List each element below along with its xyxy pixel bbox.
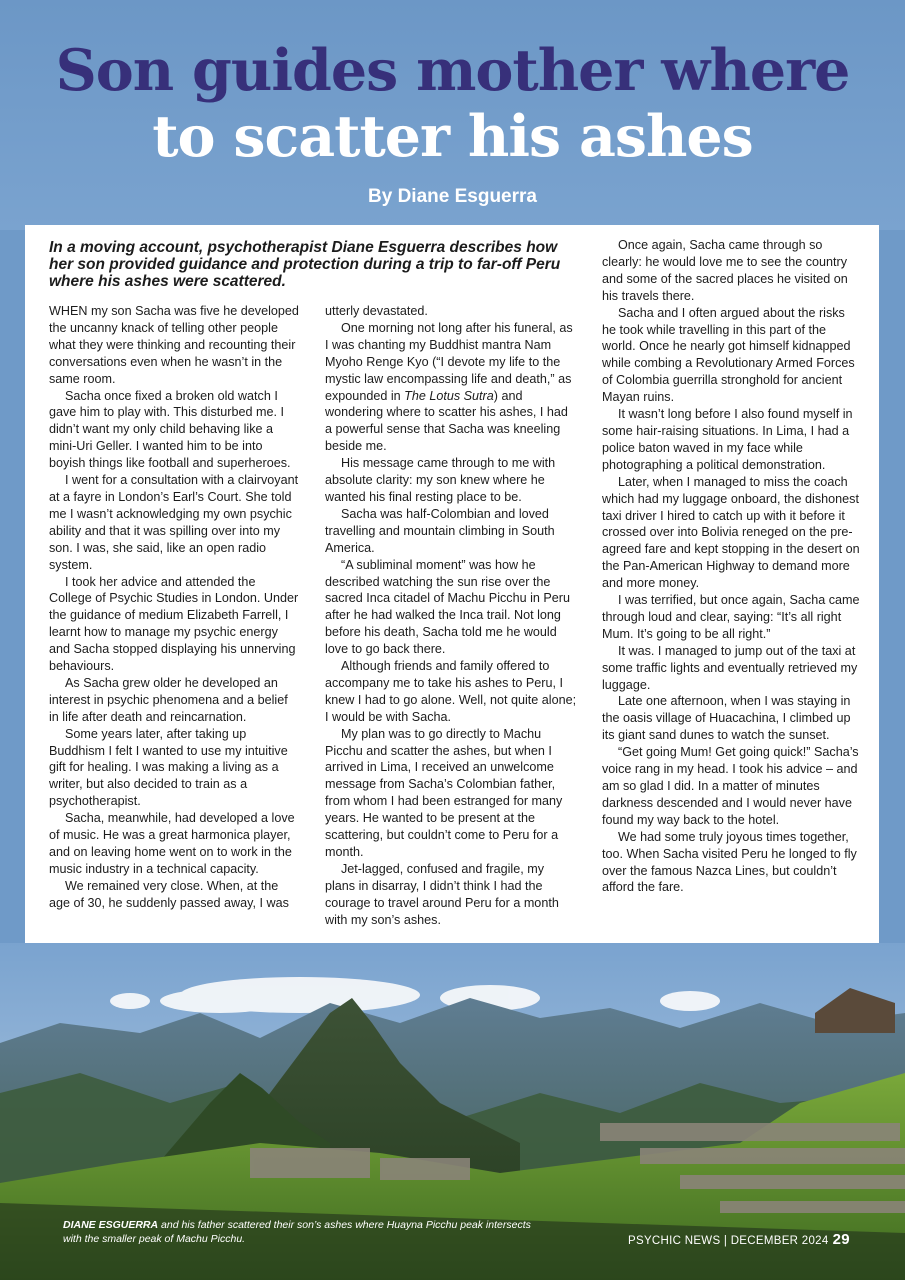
paragraph: My plan was to go directly to Machu Picchu and scatter the ashes, but when I arrived in Lima, I received an unwelcome message from Sacha’s Colombian father, from whom I had been estranged for many years. He wanted to be present at the scattering, but couldn’t come to Peru for a month. xyxy=(325,726,563,859)
footer-separator: | xyxy=(720,1235,731,1247)
book-title: The Lotus Sutra xyxy=(404,388,494,403)
paragraph: Later, when I managed to miss the coach which had my luggage onboard, the dishonest taxi driver I hired to catch up with it before it crossed over into Bolivia reneged on the pre-agreed fare and kept stopping in the desert on the Pan-American Highway to demand more and more money. xyxy=(602,474,860,591)
paragraph: Sacha once fixed a broken old watch I gave him to play with. This disturbed me. I didn’t want my only child behaving like a mini-Uri Geller. I wanted him to be into boyish things like football and superheroes. xyxy=(49,388,291,471)
headline-line-1: Son guides mother where xyxy=(55,37,850,104)
publication-name: PSYCHIC NEWS xyxy=(628,1235,721,1247)
article-panel xyxy=(25,225,879,943)
paragraph: I went for a consultation with a clairvoyant at a fayre in London’s Earl’s Court. She told me I wasn’t acknowledging my own psychic ability and that it was spilling over into my son. I was, she said, like an open radio system. xyxy=(49,473,299,572)
paragraph: “Get going Mum! Get going quick!” Sacha’s voice rang in my head. I took his advice – and am so glad I did. In a matter of minutes darkness descended and I would never have found my way back to the hotel. xyxy=(602,745,859,827)
paragraph: Once again, Sacha came through so clearly: he would love me to see the country and some of the sacred places he visited on his travels there. xyxy=(602,238,848,303)
paragraph-funeral xyxy=(325,320,577,455)
caption-name: DIANE ESGUERRA xyxy=(63,1219,159,1231)
byline: By Diane Esguerra xyxy=(368,186,537,207)
paragraph: We remained very close. When, at the age of 30, he suddenly passed away, I was xyxy=(49,878,289,910)
text-run: ) and wondering where to scatter his ashes, I had a powerful sense that Sacha was kneeling beside me. xyxy=(325,388,568,454)
paragraph: Jet-lagged, confused and fragile, my plans in disarray, I didn’t think I had the courage to travel around Peru for a month with my son’s ashes. xyxy=(325,861,559,927)
page-number: 29 xyxy=(832,1231,850,1248)
photo-caption xyxy=(63,1218,533,1246)
paragraph: We had some truly joyous times together, too. When Sacha visited Peru he longed to fly over the famous Nazca Lines, but couldn’t afford the fare. xyxy=(602,829,857,895)
paragraph: “A subliminal moment” was how he described watching the sun rise over the sacred Inca citadel of Machu Picchu in Peru after he had walked the Inca trail. Not long before his death, Sacha told me he would love to go back there. xyxy=(325,557,571,657)
paragraph: It was. I managed to jump out of the taxi at some traffic lights and eventually retrieved my luggage. xyxy=(602,643,858,692)
paragraph: Late one afternoon, when I was staying in the oasis village of Huacachina, I climbed up its giant sand dunes to watch the sunset. xyxy=(602,694,851,743)
paragraph: Sacha was half-Colombian and loved travelling and mountain climbing in South America. xyxy=(325,506,555,555)
paragraph: Although friends and family offered to accompany me to take his ashes to Peru, I knew I had to go alone. Well, not quite alone; I would be with Sacha. xyxy=(325,659,577,724)
standfirst: In a moving account, psychotherapist Diane Esguerra describes how her son provided guidance and protection during a trip to far-off Peru where his ashes were scattered. xyxy=(49,239,561,290)
header-band xyxy=(0,0,905,230)
paragraph: Some years later, after taking up Buddhism I felt I wanted to use my intuitive gift for healing. I was making a living as a writer, but also decided to train as a psychotherapist. xyxy=(49,726,288,809)
paragraph: Sacha and I often argued about the risks he took while travelling in this part of the world. Once he nearly got himself kidnapped while combing a Revolutionary Armed Forces of Colombia guerrilla stronghold for ancient Mayan ruins. xyxy=(602,305,855,405)
paragraph: As Sacha grew older he developed an interest in psychic phenomena and a belief in life after death and reincarnation. xyxy=(49,675,288,724)
paragraph: His message came through to me with absolute clarity: my son knew where he wanted his final resting place to be. xyxy=(325,456,556,504)
paragraph: WHEN my son Sacha was five he developed the uncanny knack of telling other people what they were thinking and recounting their conversations even when he wasn’t in the same room. xyxy=(49,304,299,386)
column-1 xyxy=(49,303,301,912)
column-3 xyxy=(602,237,860,896)
paragraph: It wasn’t long before I also found myself in some hair-raising situations. In Lima, I had a police baton waved in my face while photographing a political demonstration. xyxy=(602,407,853,472)
paragraph: I was terrified, but once again, Sacha came through loud and clear, saying: “It’s all right Mum. It’s going to be all right.” xyxy=(602,593,860,641)
caption-text: and his father scattered their son’s ashes where Huayna Picchu peak intersects with the smaller peak of Machu Picchu. xyxy=(63,1219,531,1245)
paragraph: I took her advice and attended the College of Psychic Studies in London. Under the guidance of medium Elizabeth Farrell, I learnt how to manage my psychic energy and Sacha stopped displaying his unnerving behaviours. xyxy=(49,574,299,674)
headline-line-2: to scatter his ashes xyxy=(152,103,753,170)
page-footer xyxy=(628,1231,850,1248)
paragraph: Sacha, meanwhile, had developed a love of music. He was a great harmonica player, and on leaving home went on to work in the music industry in a technical capacity. xyxy=(49,811,295,876)
column-2 xyxy=(325,303,577,929)
headline xyxy=(0,38,905,170)
issue-date: DECEMBER 2024 xyxy=(730,1235,829,1247)
paragraph: utterly devastated. xyxy=(325,304,428,318)
text-run: One morning not long after his funeral, as I was chanting my Buddhist mantra Nam Myoho Renge Kyo (“I devote my life to the mystic law encompassing life and death,” as expounded in xyxy=(325,320,573,403)
